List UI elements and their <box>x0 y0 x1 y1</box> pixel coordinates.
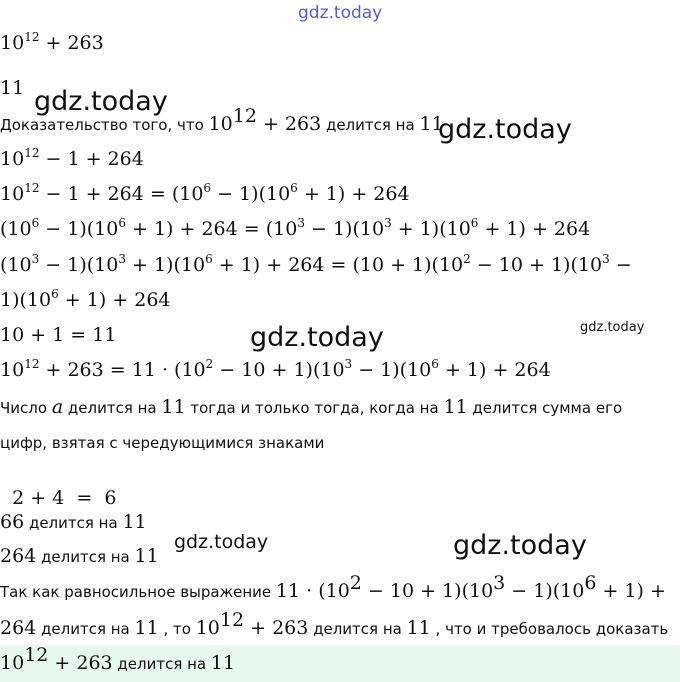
expression-line <box>0 77 24 99</box>
math-text: + 1) + 264 = (10 <box>125 218 298 240</box>
exponent: 3 <box>384 216 392 230</box>
math-text: 1)(10 <box>0 289 52 311</box>
math-text: + 263 <box>256 113 322 135</box>
exponent: 12 <box>232 105 257 127</box>
math-text: − 10 + 1)(10 <box>470 254 603 276</box>
text: делится на <box>321 116 420 134</box>
math-text: + 1) + 264 <box>438 359 551 381</box>
math-text: + 263 <box>39 32 104 54</box>
text: , что и требовалось доказать <box>430 620 669 638</box>
text: Так как равносильное выражение <box>0 583 276 601</box>
exponent: 6 <box>584 572 597 594</box>
math-text: − 1 + 264 <box>39 148 144 170</box>
math-text: + 1) + 264 <box>297 183 410 205</box>
exponent: 6 <box>470 216 479 230</box>
math-text: 11 <box>210 652 236 674</box>
math-text: + 263 = 11 · (10 <box>39 359 206 381</box>
math-text: 10 <box>0 183 25 205</box>
proof-heading <box>0 105 444 135</box>
exponent: 12 <box>219 609 245 631</box>
exponent: 3 <box>602 252 610 266</box>
exponent: 3 <box>118 252 126 266</box>
watermark: gdz.today <box>174 531 269 553</box>
exponent: 6 <box>51 287 59 301</box>
math-text: + 1) + <box>596 580 666 602</box>
math-text: 11 <box>419 113 444 135</box>
watermark-top: gdz.today <box>298 3 383 23</box>
math-text: − 10 + 1)(10 <box>361 580 494 602</box>
math-text: + 1)(10 <box>125 254 206 276</box>
math-text: 11 <box>134 545 159 567</box>
math-text: + 263 <box>48 652 113 674</box>
math-text: (10 <box>0 218 32 240</box>
exponent: 6 <box>203 181 212 195</box>
exponent: 12 <box>24 357 40 371</box>
expression-line <box>0 254 632 276</box>
watermark: gdz.today <box>438 114 572 145</box>
math-text: 11 <box>443 396 468 418</box>
exponent: 3 <box>31 252 40 266</box>
exponent: 3 <box>344 357 353 371</box>
statement-line <box>0 545 159 567</box>
expression-line <box>0 324 116 346</box>
text: делится на <box>308 620 407 638</box>
math-text: 11 · (10 <box>275 580 350 602</box>
math-text: 10 <box>0 32 25 54</box>
math-text: − 1)(10 <box>304 218 385 240</box>
rule-statement-continuation <box>0 434 324 452</box>
math-text: + 1)(10 <box>391 218 471 240</box>
statement-line <box>0 511 147 533</box>
math-text: 11 <box>0 77 25 99</box>
exponent: 6 <box>31 216 40 230</box>
expression-line <box>0 359 551 381</box>
math-text: + 1) + 264 <box>478 218 591 240</box>
math-text: 10 <box>0 652 25 674</box>
math-text: 10 <box>0 148 25 170</box>
text: , то <box>158 620 196 638</box>
expression-line <box>0 32 104 54</box>
text: Доказательство того, что <box>0 116 209 134</box>
watermark: gdz.today <box>250 322 384 353</box>
text: делится на <box>112 655 211 673</box>
exponent: 12 <box>24 30 40 44</box>
math-text: 10 <box>195 617 220 639</box>
math-text: − 1)(10 <box>505 580 585 602</box>
math-text: (10 <box>0 254 32 276</box>
exponent: 2 <box>349 572 362 594</box>
expression-line <box>0 289 171 311</box>
text: делится на <box>36 620 135 638</box>
math-text: + 1) + 264 = (10 + 1)(10 <box>212 254 464 276</box>
exponent: 6 <box>118 216 126 230</box>
math-text: 264 <box>0 617 37 639</box>
text: делится сумма его <box>467 399 623 417</box>
exponent: 3 <box>493 572 506 594</box>
text: делится на <box>63 399 162 417</box>
watermark: gdz.today <box>453 530 587 561</box>
math-text: 2 + 4 = 6 <box>12 487 117 509</box>
expression-line <box>0 465 116 509</box>
math-text: − 1)(10 <box>352 359 432 381</box>
math-text: 10 <box>208 113 233 135</box>
math-text: + 1) + 264 <box>58 289 171 311</box>
math-text: − 1)(10 <box>39 218 119 240</box>
math-text: 66 <box>0 511 25 533</box>
text: делится на <box>36 548 135 566</box>
expression-line <box>0 148 144 170</box>
expression-line <box>0 183 410 205</box>
exponent: 2 <box>205 357 214 371</box>
exponent: 12 <box>24 146 40 160</box>
exponent: 12 <box>24 644 49 666</box>
math-text: 11 <box>134 617 159 639</box>
math-text: − 1)(10 <box>211 183 291 205</box>
math-text: 10 + 1 = 11 <box>0 324 117 346</box>
math-variable: a <box>51 396 64 418</box>
exponent: 12 <box>24 181 40 195</box>
exponent: 2 <box>463 252 471 266</box>
exponent: 6 <box>205 252 213 266</box>
exponent: 3 <box>297 216 305 230</box>
math-text: − 1 + 264 = (10 <box>39 183 204 205</box>
exponent: 6 <box>290 181 298 195</box>
math-text: − 1)(10 <box>39 254 119 276</box>
conclusion-line <box>0 572 666 602</box>
expression-line <box>0 218 590 240</box>
final-answer <box>0 644 236 674</box>
math-text: 10 <box>0 359 25 381</box>
text: делится на <box>24 514 123 532</box>
math-text: 11 <box>161 396 186 418</box>
conclusion-line <box>0 609 669 639</box>
math-text: − 10 + 1)(10 <box>213 359 345 381</box>
watermark: gdz.today <box>34 86 168 117</box>
math-text: + 263 <box>244 617 309 639</box>
math-text: 11 <box>122 511 147 533</box>
math-text: 264 <box>0 545 37 567</box>
math-text: 11 <box>406 617 431 639</box>
math-text: − <box>609 254 632 276</box>
text: Число <box>0 399 52 417</box>
watermark-small: gdz.today <box>580 320 645 335</box>
exponent: 6 <box>431 357 439 371</box>
text: цифр, взятая с чередующимися знаками <box>0 434 325 452</box>
rule-statement <box>0 396 622 418</box>
text: тогда и только тогда, когда на <box>185 399 444 417</box>
